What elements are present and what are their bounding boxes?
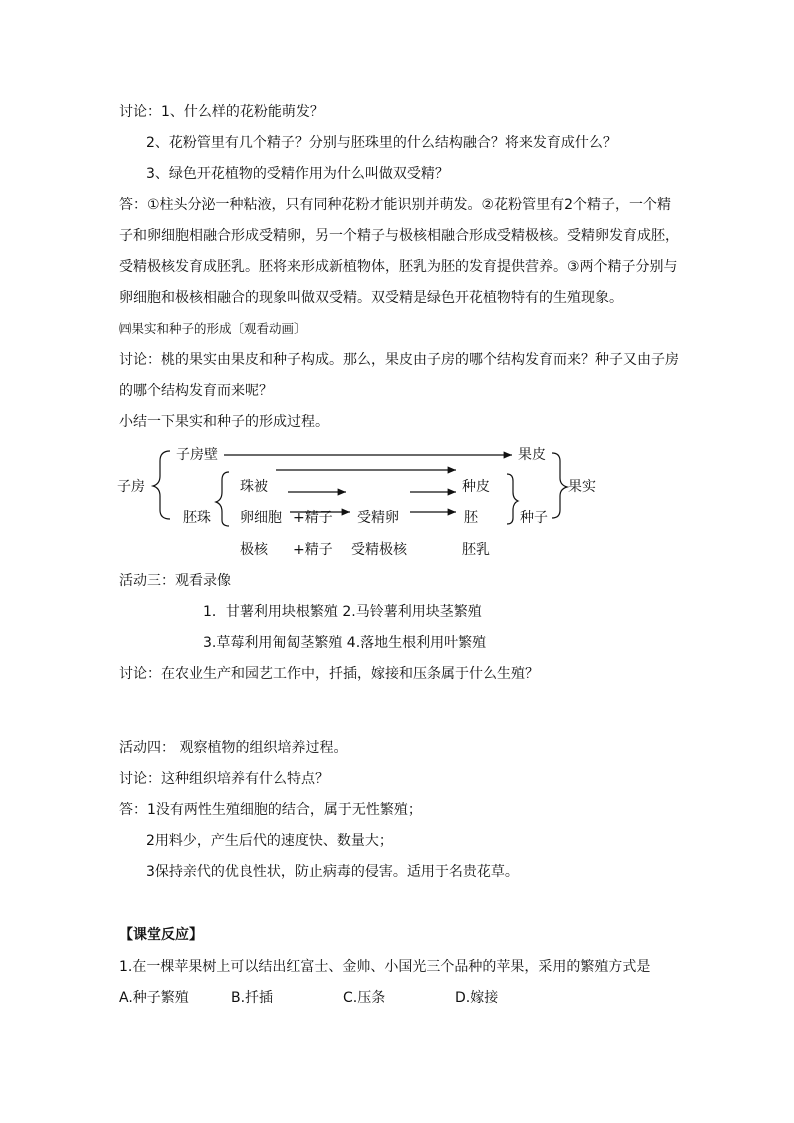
option-a: A.种子繁殖: [119, 990, 189, 1006]
label-jingzi-2: +精子: [293, 542, 333, 558]
discussion-question-2: 2、花粉管里有几个精子？分别与胚珠里的什么结构融合？将来发育成什么？: [146, 135, 617, 151]
brace-zhongzi: [507, 474, 518, 524]
label-luanxibao: 卵细胞: [240, 510, 282, 526]
label-guoshi: 果实: [568, 479, 596, 495]
discussion-question-3: 3、绿色开花植物的受精作用为什么叫做双受精？: [146, 166, 449, 182]
answer-tissue-3: 3保持亲代的优良性状，防止病毒的侵害。适用于名贵花草。: [146, 864, 519, 880]
label-jihe: 极核: [240, 542, 268, 558]
answer-line-3: 受精极核发育成胚乳。胚将来形成新植物体，胚乳为胚的发育提供营养。③两个精子分别与: [119, 259, 678, 275]
label-peizhu: 胚珠: [183, 510, 211, 526]
answer-line-2: 子和卵细胞相融合形成受精卵，另一个精子与极核相融合形成受精极核。受精卵发育成胚，: [119, 228, 679, 244]
brace-peizhu: [216, 472, 229, 526]
discussion-peach-line-1: 讨论：桃的果实由果皮和种子构成。那么，果皮由子房的哪个结构发育而来？种子又由子房: [119, 352, 679, 368]
answer-line-1: 答：①柱头分泌一种粘液，只有同种花粉才能识别并萌发。②花粉管里有2个精子，一个精: [119, 197, 672, 213]
label-zifang: 子房: [117, 479, 145, 495]
activity-3-item-3-4: 3.草莓利用匍匐茎繁殖 4.落地生根利用叶繁殖: [203, 635, 487, 651]
label-guopi: 果皮: [518, 447, 546, 463]
question-1: 1.在一棵苹果树上可以结出红富士、金帅、小国光三个品种的苹果，采用的繁殖方式是: [119, 959, 651, 975]
label-shoujingluan: 受精卵: [357, 510, 399, 526]
label-shoujingjihe: 受精极核: [351, 542, 407, 558]
summary-prompt: 小结一下果实和种子的形成过程。: [119, 414, 329, 430]
option-b: B.扦插: [231, 990, 274, 1006]
activity-4-title: 活动四： 观察植物的组织培养过程。: [119, 740, 348, 756]
section-classroom-response: 【课堂反应】: [119, 927, 203, 943]
option-c: C.压条: [343, 990, 386, 1006]
label-zhongpi: 种皮: [462, 479, 490, 495]
activity-3-title: 活动三：观看录像: [119, 573, 231, 589]
label-zhubei: 珠被: [240, 479, 268, 495]
label-pei: 胚: [464, 510, 478, 526]
option-d: D.嫁接: [455, 990, 499, 1006]
label-zhongzi: 种子: [520, 510, 548, 526]
discussion-tissue-culture: 讨论：这种组织培养有什么特点？: [119, 771, 329, 787]
label-peiru: 胚乳: [462, 542, 490, 558]
label-zifangbi: 子房壁: [176, 447, 218, 463]
answer-tissue-2: 2用料少，产生后代的速度快、数量大；: [146, 833, 393, 849]
discussion-vegetative: 讨论：在农业生产和园艺工作中，扦插，嫁接和压条属于什么生殖？: [119, 666, 539, 682]
answer-line-4: 卵细胞和极核相融合的现象叫做双受精。双受精是绿色开花植物特有的生殖现象。: [119, 290, 623, 306]
label-jingzi-1: +精子: [293, 510, 333, 526]
brace-zifang: [153, 451, 170, 519]
brace-guoshi: [552, 453, 567, 518]
activity-3-item-1-2: 1．甘薯利用块根繁殖 2.马铃薯利用块茎繁殖: [203, 604, 482, 620]
answer-tissue-1: 答：1没有两性生殖细胞的结合，属于无性繁殖；: [119, 802, 422, 818]
section-heading-fruit-seed: ㈣果实和种子的形成〔观看动画〕: [119, 321, 307, 336]
discussion-question-1: 讨论：1、什么样的花粉能萌发？: [119, 104, 324, 120]
discussion-peach-line-2: 的哪个结构发育而来呢？: [119, 383, 273, 399]
